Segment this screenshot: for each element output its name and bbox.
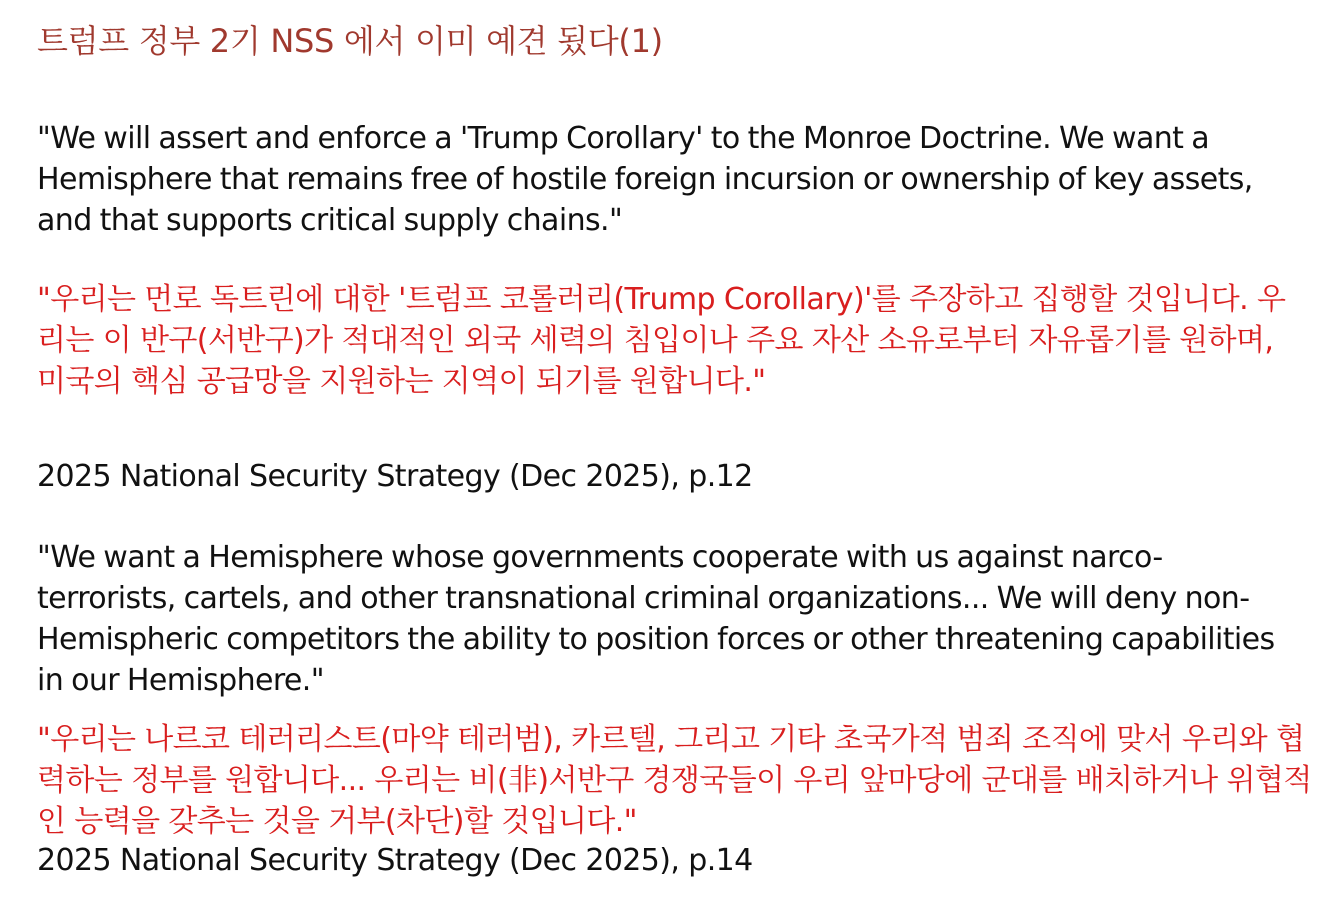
source-citation-2: 2025 National Security Strategy (Dec 2025), p.14 bbox=[37, 843, 753, 878]
english-quote-2: "We want a Hemisphere whose governments cooperate with us against narco-terrorists, cartels, and other transnational criminal organizations... We will deny non-Hemispheric competitors the ability to position forces or other threatening capabilities in our Hemisphere." bbox=[37, 540, 1275, 698]
source-citation-1: 2025 National Security Strategy (Dec 2025), p.12 bbox=[37, 459, 753, 494]
english-quote-1: "We will assert and enforce a 'Trump Corollary' to the Monroe Doctrine. We want a Hemisphere that remains free of hostile foreign incursion or ownership of key assets, and that supports critical supply chains." bbox=[37, 121, 1253, 238]
page-title: 트럼프 정부 2기 NSS 에서 이미 예견 됬다(1) bbox=[37, 22, 663, 60]
korean-translation-2: "우리는 나르코 테러리스트(마약 테러범), 카르텔, 그리고 기타 초국가적 범죄 조직에 맞서 우리와 협력하는 정부를 원합니다... 우리는 비(非)서반구 경쟁국들이 우리 앞마당에 군대를 배치하거나 위협적인 능력을 갖추는 것을 거부(차단)할 것입니다." bbox=[37, 722, 1312, 839]
korean-translation-1: "우리는 먼로 독트린에 대한 '트럼프 코롤러리(Trump Corollary)'를 주장하고 집행할 것입니다. 우리는 이 반구(서반구)가 적대적인 외국 세력의 침입이나 주요 자산 소유로부터 자유롭기를 원하며, 미국의 핵심 공급망을 지원하는 지역이 되기를 원합니다." bbox=[37, 282, 1286, 399]
